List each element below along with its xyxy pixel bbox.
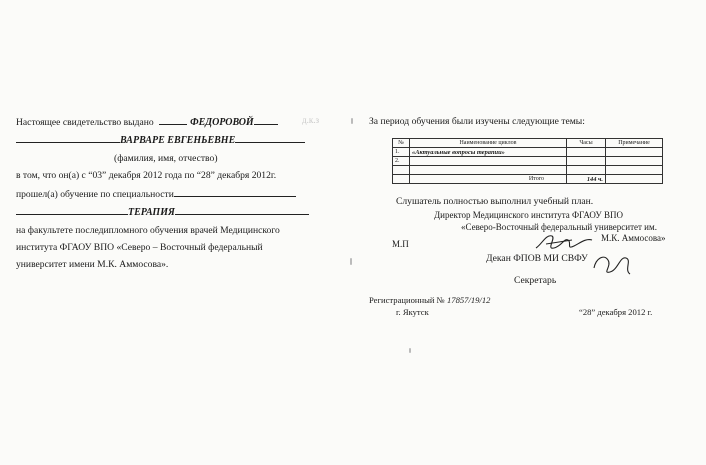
director-name: М.К. Аммосова» [601,233,666,243]
underline [16,133,120,143]
faculty-line-1: на факультете последипломного обучения врачей Медицинского [16,225,280,236]
director-signature [532,226,596,256]
courses-table [392,138,663,184]
table-header-row [393,139,663,148]
faculty-line-3: университет имени М.К. Аммосова». [16,259,169,270]
blank-cell [567,166,606,175]
underline [175,205,309,215]
course-name [410,157,567,166]
registration-line [369,295,490,305]
dean-label: Декан ФПОВ МИ СВФУ [486,253,588,264]
seal-label: М.П [392,239,409,249]
training-text: прошел(а) обучение по специальности [16,189,174,200]
secretary-label: Секретарь [514,275,557,286]
specialty-line [16,205,309,218]
scan-mark [409,348,411,353]
director-line-1: Директор Медицинского института ФГАОУ ВПО [434,210,623,220]
total-label: Итого [410,175,567,184]
row-number: 1. [393,148,410,157]
dates-line: в том, что он(а) с “03” декабря 2012 года по “28” декабря 2012г. [16,170,277,181]
course-note [606,148,663,157]
reg-number: 17857/19/12 [446,295,491,305]
row-number: 2. [393,157,410,166]
reg-prefix: Регистрационный № [369,295,445,305]
dean-signature [590,248,634,278]
training-line [16,187,296,200]
blank-cell [393,175,410,184]
city: г. Якутск [396,307,429,317]
underline [235,133,305,143]
given-names-line [16,133,305,146]
table-row [393,157,663,166]
scan-mark [350,258,352,265]
issued-prefix: Настоящее свидетельство выдано [16,117,154,128]
course-hours [567,157,606,166]
table-header: № [393,139,410,148]
plan-done: Слушатель полностью выполнил учебный план. [396,196,594,207]
table-header: Наименование циклов [410,139,567,148]
specialty: ТЕРАПИЯ [128,207,175,218]
surname: ФЕДОРОВОЙ [190,117,254,128]
faculty-line-2: института ФГАОУ ВПО «Северо – Восточный федеральный [16,242,263,253]
given-names: ВАРВАРЕ ЕВГЕНЬЕВНЕ [120,135,236,146]
table-header: Часы [567,139,606,148]
issued-line [16,115,278,128]
topics-intro: За период обучения были изучены следующие темы: [369,116,585,127]
blank-cell [606,166,663,175]
blank-cell [606,175,663,184]
issue-date: “28” декабря 2012 г. [579,307,653,317]
blank-cell [410,166,567,175]
total-hours: 144 ч. [567,175,606,184]
table-row [393,166,663,175]
underline [159,115,187,125]
underline [16,205,128,215]
table-header: Примечание [606,139,663,148]
course-name: «Актуальные вопросы терапии» [410,148,567,157]
course-note [606,157,663,166]
course-hours [567,148,606,157]
director-line-2: «Северо-Восточный федеральный университет им. [461,222,657,232]
blank-cell [393,166,410,175]
underline [254,115,278,125]
scan-mark [351,118,353,124]
faint-bleed-text: д.к.з [302,115,320,125]
name-caption: (фамилия, имя, отчество) [114,153,218,164]
underline [174,187,296,197]
table-row [393,148,663,157]
table-total-row [393,175,663,184]
